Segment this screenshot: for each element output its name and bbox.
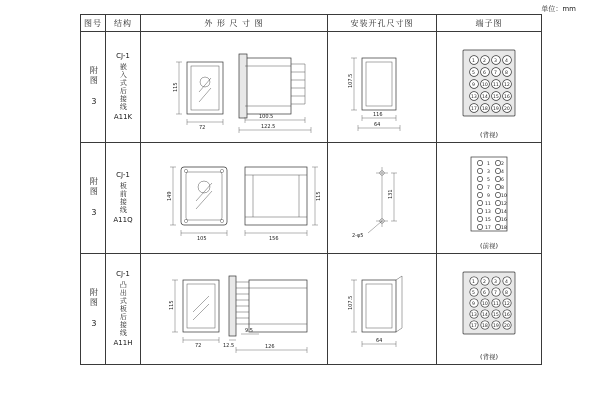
row-outline-cell bbox=[141, 143, 328, 254]
dim-115-r2: 115 bbox=[316, 191, 322, 201]
structure-series: CJ-1 bbox=[116, 52, 130, 61]
terminal-label: 11 bbox=[485, 202, 491, 207]
row-mounting-cell bbox=[328, 143, 437, 254]
terminal-label: 10 bbox=[482, 83, 488, 88]
row-outline-cell bbox=[141, 32, 328, 143]
dim-64-r3: 64 bbox=[376, 338, 383, 344]
dim-149-r2: 149 bbox=[167, 191, 173, 201]
dim-105-r2: 105 bbox=[197, 236, 207, 242]
table-header-row bbox=[81, 15, 542, 32]
terminal-label: 19 bbox=[493, 107, 499, 112]
terminal-label: 7 bbox=[494, 71, 497, 76]
terminal-label: 4 bbox=[505, 280, 508, 285]
dim-116-r1: 116 bbox=[373, 112, 383, 118]
header-no: 图号 bbox=[81, 15, 106, 32]
dim-115-r3: 115 bbox=[169, 300, 175, 310]
header-mounting: 安装开孔尺寸图 bbox=[328, 15, 437, 32]
terminal-label: 10 bbox=[482, 302, 488, 307]
terminal-label: 15 bbox=[493, 313, 499, 318]
row-no-cell bbox=[81, 143, 106, 254]
terminal-label: 20 bbox=[504, 107, 510, 112]
row-terminal-cell bbox=[437, 254, 542, 365]
terminal-label: 2 bbox=[483, 59, 486, 64]
dim-100-5-r1: 100.5 bbox=[259, 114, 274, 120]
terminal-label: 3 bbox=[487, 170, 490, 175]
terminal-caption: (背视) bbox=[479, 131, 499, 139]
terminal-label: 4 bbox=[505, 59, 508, 64]
terminal-caption: (前视) bbox=[479, 242, 499, 250]
table-row bbox=[81, 32, 542, 143]
outline-drawing-3 bbox=[141, 254, 327, 364]
terminal-label: 9 bbox=[487, 194, 490, 199]
header-terminal: 端子图 bbox=[437, 15, 542, 32]
row-no-label: 附图 3 bbox=[89, 288, 99, 330]
row-mounting-cell bbox=[328, 254, 437, 365]
row-no-label: 附图 3 bbox=[89, 66, 99, 108]
terminal-label: 16 bbox=[504, 313, 510, 318]
terminal-label: 13 bbox=[485, 210, 491, 215]
terminal-label: 18 bbox=[482, 324, 488, 329]
row-mounting-cell bbox=[328, 32, 437, 143]
mounting-drawing-3 bbox=[328, 254, 436, 364]
terminal-label: 17 bbox=[471, 324, 477, 329]
terminal-label: 16 bbox=[501, 218, 507, 223]
terminal-label: 8 bbox=[505, 71, 508, 76]
terminal-label: 1 bbox=[487, 162, 490, 167]
dim-156-r2: 156 bbox=[269, 236, 279, 242]
terminal-label: 8 bbox=[501, 186, 504, 191]
terminal-label: 7 bbox=[494, 291, 497, 296]
structure-desc: 嵌入式后接线 bbox=[119, 63, 128, 111]
dim-64-r1: 64 bbox=[374, 122, 381, 128]
mounting-drawing-2 bbox=[328, 143, 436, 253]
terminal-label: 9 bbox=[472, 302, 475, 307]
terminal-caption: (背视) bbox=[479, 353, 499, 361]
header-outline: 外 形 尺 寸 图 bbox=[141, 15, 328, 32]
structure-code: A11Q bbox=[113, 216, 133, 224]
dim-72-r1: 72 bbox=[199, 125, 206, 131]
terminal-label: 14 bbox=[501, 210, 507, 215]
terminal-label: 9 bbox=[472, 83, 475, 88]
terminal-label: 18 bbox=[482, 107, 488, 112]
row-terminal-cell bbox=[437, 143, 542, 254]
terminal-label: 7 bbox=[487, 186, 490, 191]
terminal-label: 14 bbox=[482, 313, 488, 318]
terminal-label: 5 bbox=[472, 71, 475, 76]
structure-series: CJ-1 bbox=[116, 171, 130, 180]
terminal-label: 1 bbox=[472, 59, 475, 64]
header-structure: 结构 bbox=[106, 15, 141, 32]
terminal-label: 14 bbox=[482, 95, 488, 100]
unit-note: 单位：mm bbox=[541, 5, 576, 13]
dim-122-5-r1: 122.5 bbox=[261, 124, 276, 130]
terminal-label: 12 bbox=[501, 202, 507, 207]
dim-107-5-r1: 107.5 bbox=[348, 73, 354, 88]
structure-code: A11K bbox=[113, 113, 133, 121]
terminal-label: 12 bbox=[504, 302, 510, 307]
outline-drawing-1 bbox=[141, 32, 327, 142]
dim-2-phi5-r2: 2-φ5 bbox=[352, 233, 364, 239]
terminal-label: 5 bbox=[487, 178, 490, 183]
terminal-label: 10 bbox=[501, 194, 507, 199]
mounting-drawing-1 bbox=[328, 32, 436, 142]
dim-9-5-r3: 9.5 bbox=[245, 328, 253, 334]
structure-code: A11H bbox=[113, 339, 133, 347]
terminal-label: 13 bbox=[471, 313, 477, 318]
terminal-drawing-2 bbox=[437, 143, 541, 253]
structure-desc: 板前接线 bbox=[119, 182, 128, 214]
row-outline-cell bbox=[141, 254, 328, 365]
terminal-label: 6 bbox=[483, 291, 486, 296]
dim-72-r3: 72 bbox=[195, 343, 202, 349]
terminal-label: 3 bbox=[494, 59, 497, 64]
terminal-label: 6 bbox=[483, 71, 486, 76]
terminal-label: 13 bbox=[471, 95, 477, 100]
row-structure-cell bbox=[106, 254, 141, 365]
dim-115-r1: 115 bbox=[173, 82, 179, 92]
terminal-label: 16 bbox=[504, 95, 510, 100]
terminal-label: 11 bbox=[493, 302, 499, 307]
terminal-label: 5 bbox=[472, 291, 475, 296]
table-row bbox=[81, 143, 542, 254]
dim-131-r2: 131 bbox=[388, 189, 394, 199]
terminal-label: 11 bbox=[493, 83, 499, 88]
dim-107-5-r3: 107.5 bbox=[348, 295, 354, 310]
terminal-label: 12 bbox=[504, 83, 510, 88]
dim-126-r3: 126 bbox=[265, 344, 275, 350]
row-structure-cell bbox=[106, 32, 141, 143]
terminal-label: 17 bbox=[471, 107, 477, 112]
terminal-label: 20 bbox=[504, 324, 510, 329]
terminal-label: 6 bbox=[501, 178, 504, 183]
dimension-table bbox=[80, 14, 542, 365]
row-terminal-cell bbox=[437, 32, 542, 143]
terminal-drawing-1 bbox=[437, 32, 541, 142]
row-no-label: 附图 3 bbox=[89, 177, 99, 219]
terminal-label: 18 bbox=[501, 226, 507, 231]
terminal-label: 1 bbox=[472, 280, 475, 285]
structure-desc: 凸出式板后接线 bbox=[119, 281, 128, 337]
outline-drawing-2 bbox=[141, 143, 327, 253]
terminal-drawing-3 bbox=[437, 254, 541, 364]
terminal-label: 15 bbox=[493, 95, 499, 100]
terminal-label: 19 bbox=[493, 324, 499, 329]
row-no-cell bbox=[81, 254, 106, 365]
terminal-label: 4 bbox=[501, 170, 504, 175]
table-row bbox=[81, 254, 542, 365]
terminal-label: 8 bbox=[505, 291, 508, 296]
terminal-label: 15 bbox=[485, 218, 491, 223]
terminal-label: 3 bbox=[494, 280, 497, 285]
terminal-label: 2 bbox=[483, 280, 486, 285]
row-structure-cell bbox=[106, 143, 141, 254]
row-no-cell bbox=[81, 32, 106, 143]
terminal-label: 17 bbox=[485, 226, 491, 231]
dim-12-5-r3: 12.5 bbox=[223, 343, 235, 349]
terminal-label: 2 bbox=[501, 162, 504, 167]
structure-series: CJ-1 bbox=[116, 270, 130, 279]
